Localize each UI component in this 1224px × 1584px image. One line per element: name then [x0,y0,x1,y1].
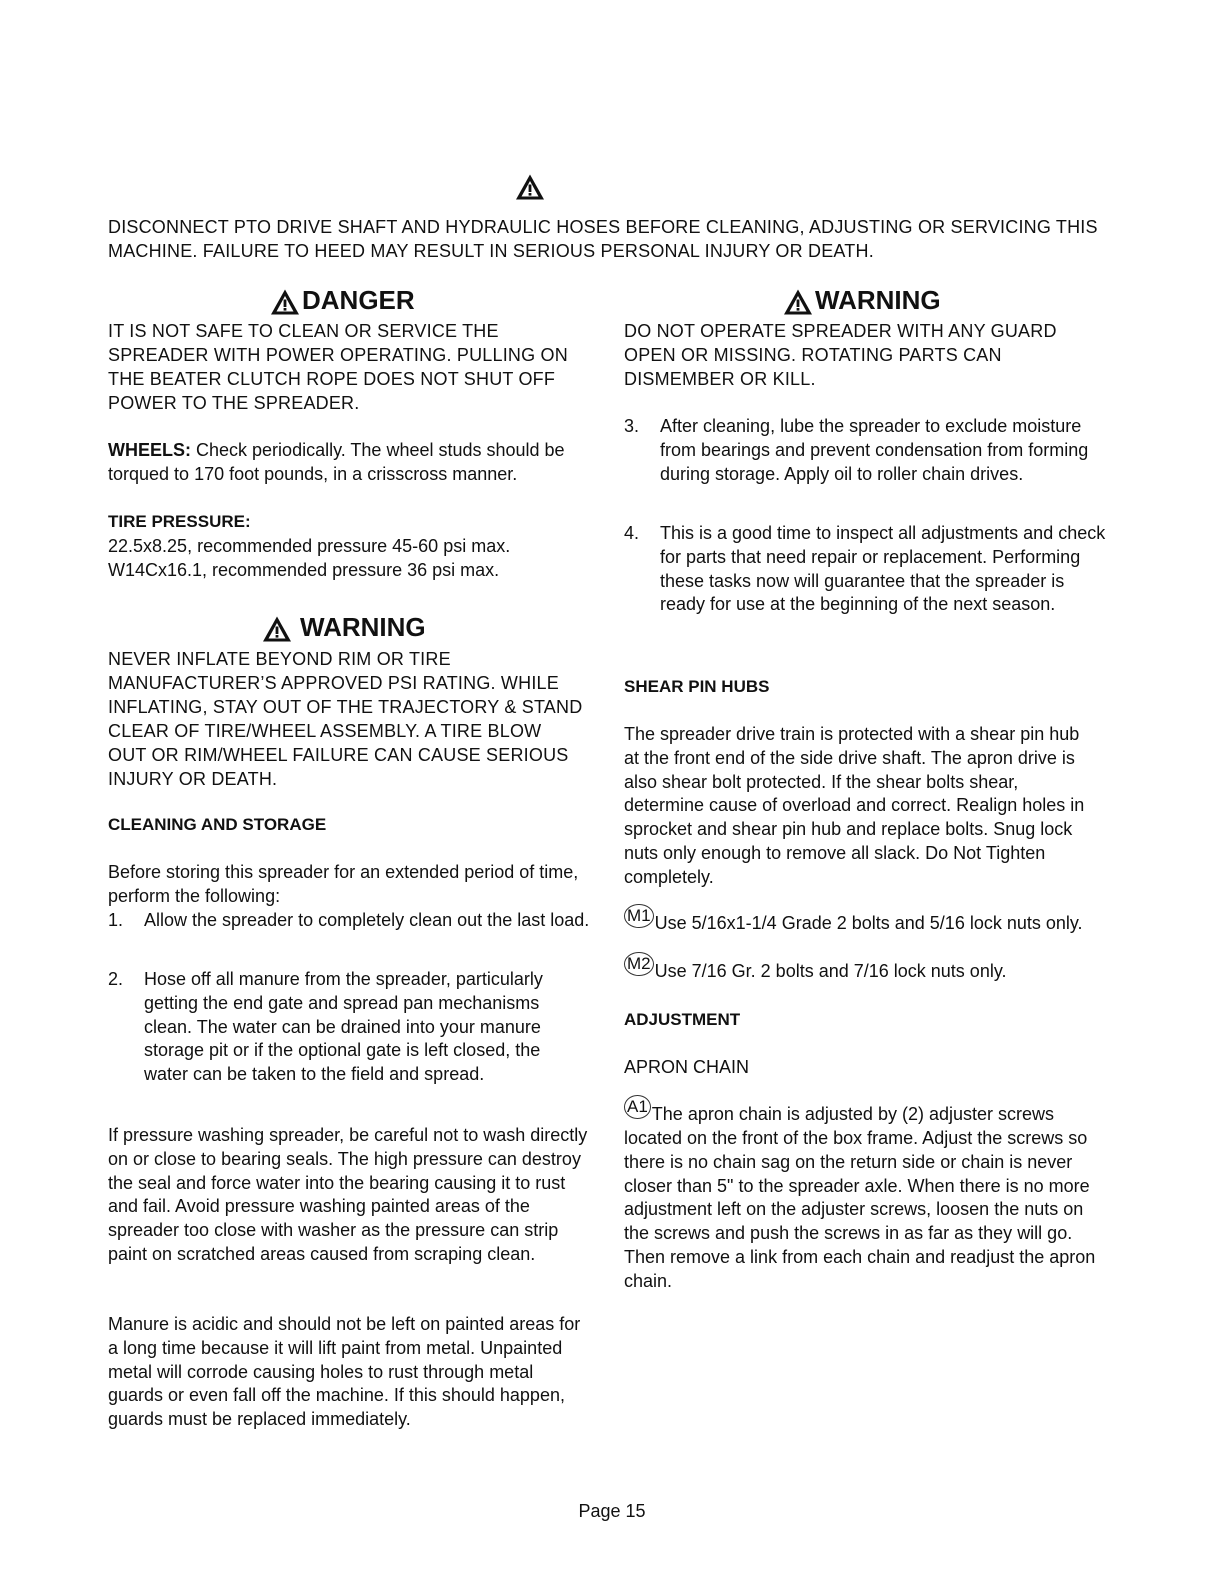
cleaning-heading: CLEANING AND STORAGE [108,815,327,834]
cleaning-item-2 [108,968,588,1087]
item-number: 4. [624,523,640,543]
cleaning-item-3 [624,415,1109,486]
guard-warning-heading: WARNING [783,285,941,316]
item-number: 2. [108,969,124,989]
item-text: This is a good time to inspect all adjustments and check for parts that need repair or replacement. Performing these tasks now will guarantee that the spreader is ready for use at the beginning of the next season. [660,523,1106,615]
top-warning-text: DISCONNECT PTO DRIVE SHAFT AND HYDRAULIC HOSES BEFORE CLEANING, ADJUSTING OR SERVICING THIS MACHINE. FAILURE TO HEED MAY RESULT IN SERIOUS PERSONAL INJURY OR DEATH. [108,217,1098,261]
danger-heading: DANGER [270,285,415,316]
item-text: Allow the spreader to completely clean out the last load. [144,910,590,930]
cleaning-item-1 [108,909,593,933]
item-number: 1. [108,910,124,930]
item-number: 3. [624,416,640,436]
warning-triangle-icon [783,288,813,316]
shear-pin-heading: SHEAR PIN HUBS [624,677,770,696]
apron-chain-text [624,1097,1109,1294]
cleaning-item-4 [624,522,1109,617]
m2-text: Use 7/16 Gr. 2 bolts and 7/16 lock nuts only. [654,961,1007,981]
warning-triangle-icon [515,173,545,201]
item-text: Hose off all manure from the spreader, particularly getting the end gate and spread pan mechanisms clean. The water can be drained into your manure storage pit or if the optional gate is left closed, the water can be taken to the field and spread. [144,969,543,1085]
wheels-paragraph [108,439,593,487]
apron-chain-subheading: APRON CHAIN [624,1057,750,1077]
m2-note [624,954,1124,984]
tire-warning-text: NEVER INFLATE BEYOND RIM OR TIRE MANUFACTURER’S APPROVED PSI RATING. WHILE INFLATING, STAY OUT OF THE TRAJECTORY & STAND CLEAR OF TIRE/WHEEL ASSEMBLY. A TIRE BLOW OUT OR RIM/WHEEL FAILURE CAN CAUSE SERIOUS INJURY OR DEATH. [108,649,583,789]
wheels-label: WHEELS: [108,440,191,460]
page-number: Page 15 [578,1501,646,1521]
apron-chain-body: The apron chain is adjusted by (2) adjuster screws located on the front of the box frame. Adjust the screws so there is no chain sag on the return side or chain is never closer than 5" to the spreader axle. When there is no more adjustment left on the adjuster screws, loosen the nuts on the screws and push the screws in as far as they will go. Then remove a link from each chain and readjust the apron chain. [624,1104,1096,1291]
pressure-washing-paragraph: If pressure washing spreader, be careful not to wash directly on or close to bearing seals. The high pressure can destroy the seal and force water into the bearing causing it to rust and fail. Avoid pressure washing painted areas of the spreader too close with washer as the pressure can strip paint on scratched areas caused from scraping clean. [108,1125,588,1264]
m1-badge: M1 [624,904,654,928]
manure-paragraph: Manure is acidic and should not be left on painted areas for a long time because it will lift paint from metal. Unpainted metal will corrode causing holes to rust through metal guards or even fall off the machine. If this should happen, guards must be replaced immediately. [108,1314,581,1430]
tire-pressure-line-1: 22.5x8.25, recommended pressure 45-60 psi max. [108,536,511,556]
guard-warning-text: DO NOT OPERATE SPREADER WITH ANY GUARD OPEN OR MISSING. ROTATING PARTS CAN DISMEMBER OR KILL. [624,321,1057,389]
tire-pressure-heading: TIRE PRESSURE: [108,512,251,531]
m2-badge: M2 [624,952,654,976]
cleaning-intro: Before storing this spreader for an extended period of time, perform the following: [108,862,579,906]
tire-warning-heading: WARNING [262,612,426,643]
m1-text: Use 5/16x1-1/4 Grade 2 bolts and 5/16 lock nuts only. [654,913,1083,933]
a1-badge: A1 [624,1095,651,1119]
m1-note [624,906,1124,936]
warning-triangle-icon [262,615,292,643]
adjustment-heading: ADJUSTMENT [624,1010,741,1029]
wheels-text: Check periodically. The wheel studs should be torqued to 170 foot pounds, in a crisscross manner. [108,440,565,484]
tire-pressure-line-2: W14Cx16.1, recommended pressure 36 psi max. [108,560,500,580]
item-text: After cleaning, lube the spreader to exclude moisture from bearings and prevent condensation from forming during storage. Apply oil to roller chain drives. [660,416,1089,484]
shear-pin-text: The spreader drive train is protected with a shear pin hub at the front end of the side drive shaft. The apron drive is also shear bolt protected. If the shear bolts shear, determine cause of overload and correct. Realign holes in sprocket and shear pin hub and replace bolts. Snug lock nuts only enough to remove all slack. Do Not Tighten completely. [624,724,1085,887]
danger-text: IT IS NOT SAFE TO CLEAN OR SERVICE THE SPREADER WITH POWER OPERATING. PULLING ON THE BEATER CLUTCH ROPE DOES NOT SHUT OFF POWER TO THE SPREADER. [108,321,568,413]
warning-triangle-icon [270,288,300,316]
